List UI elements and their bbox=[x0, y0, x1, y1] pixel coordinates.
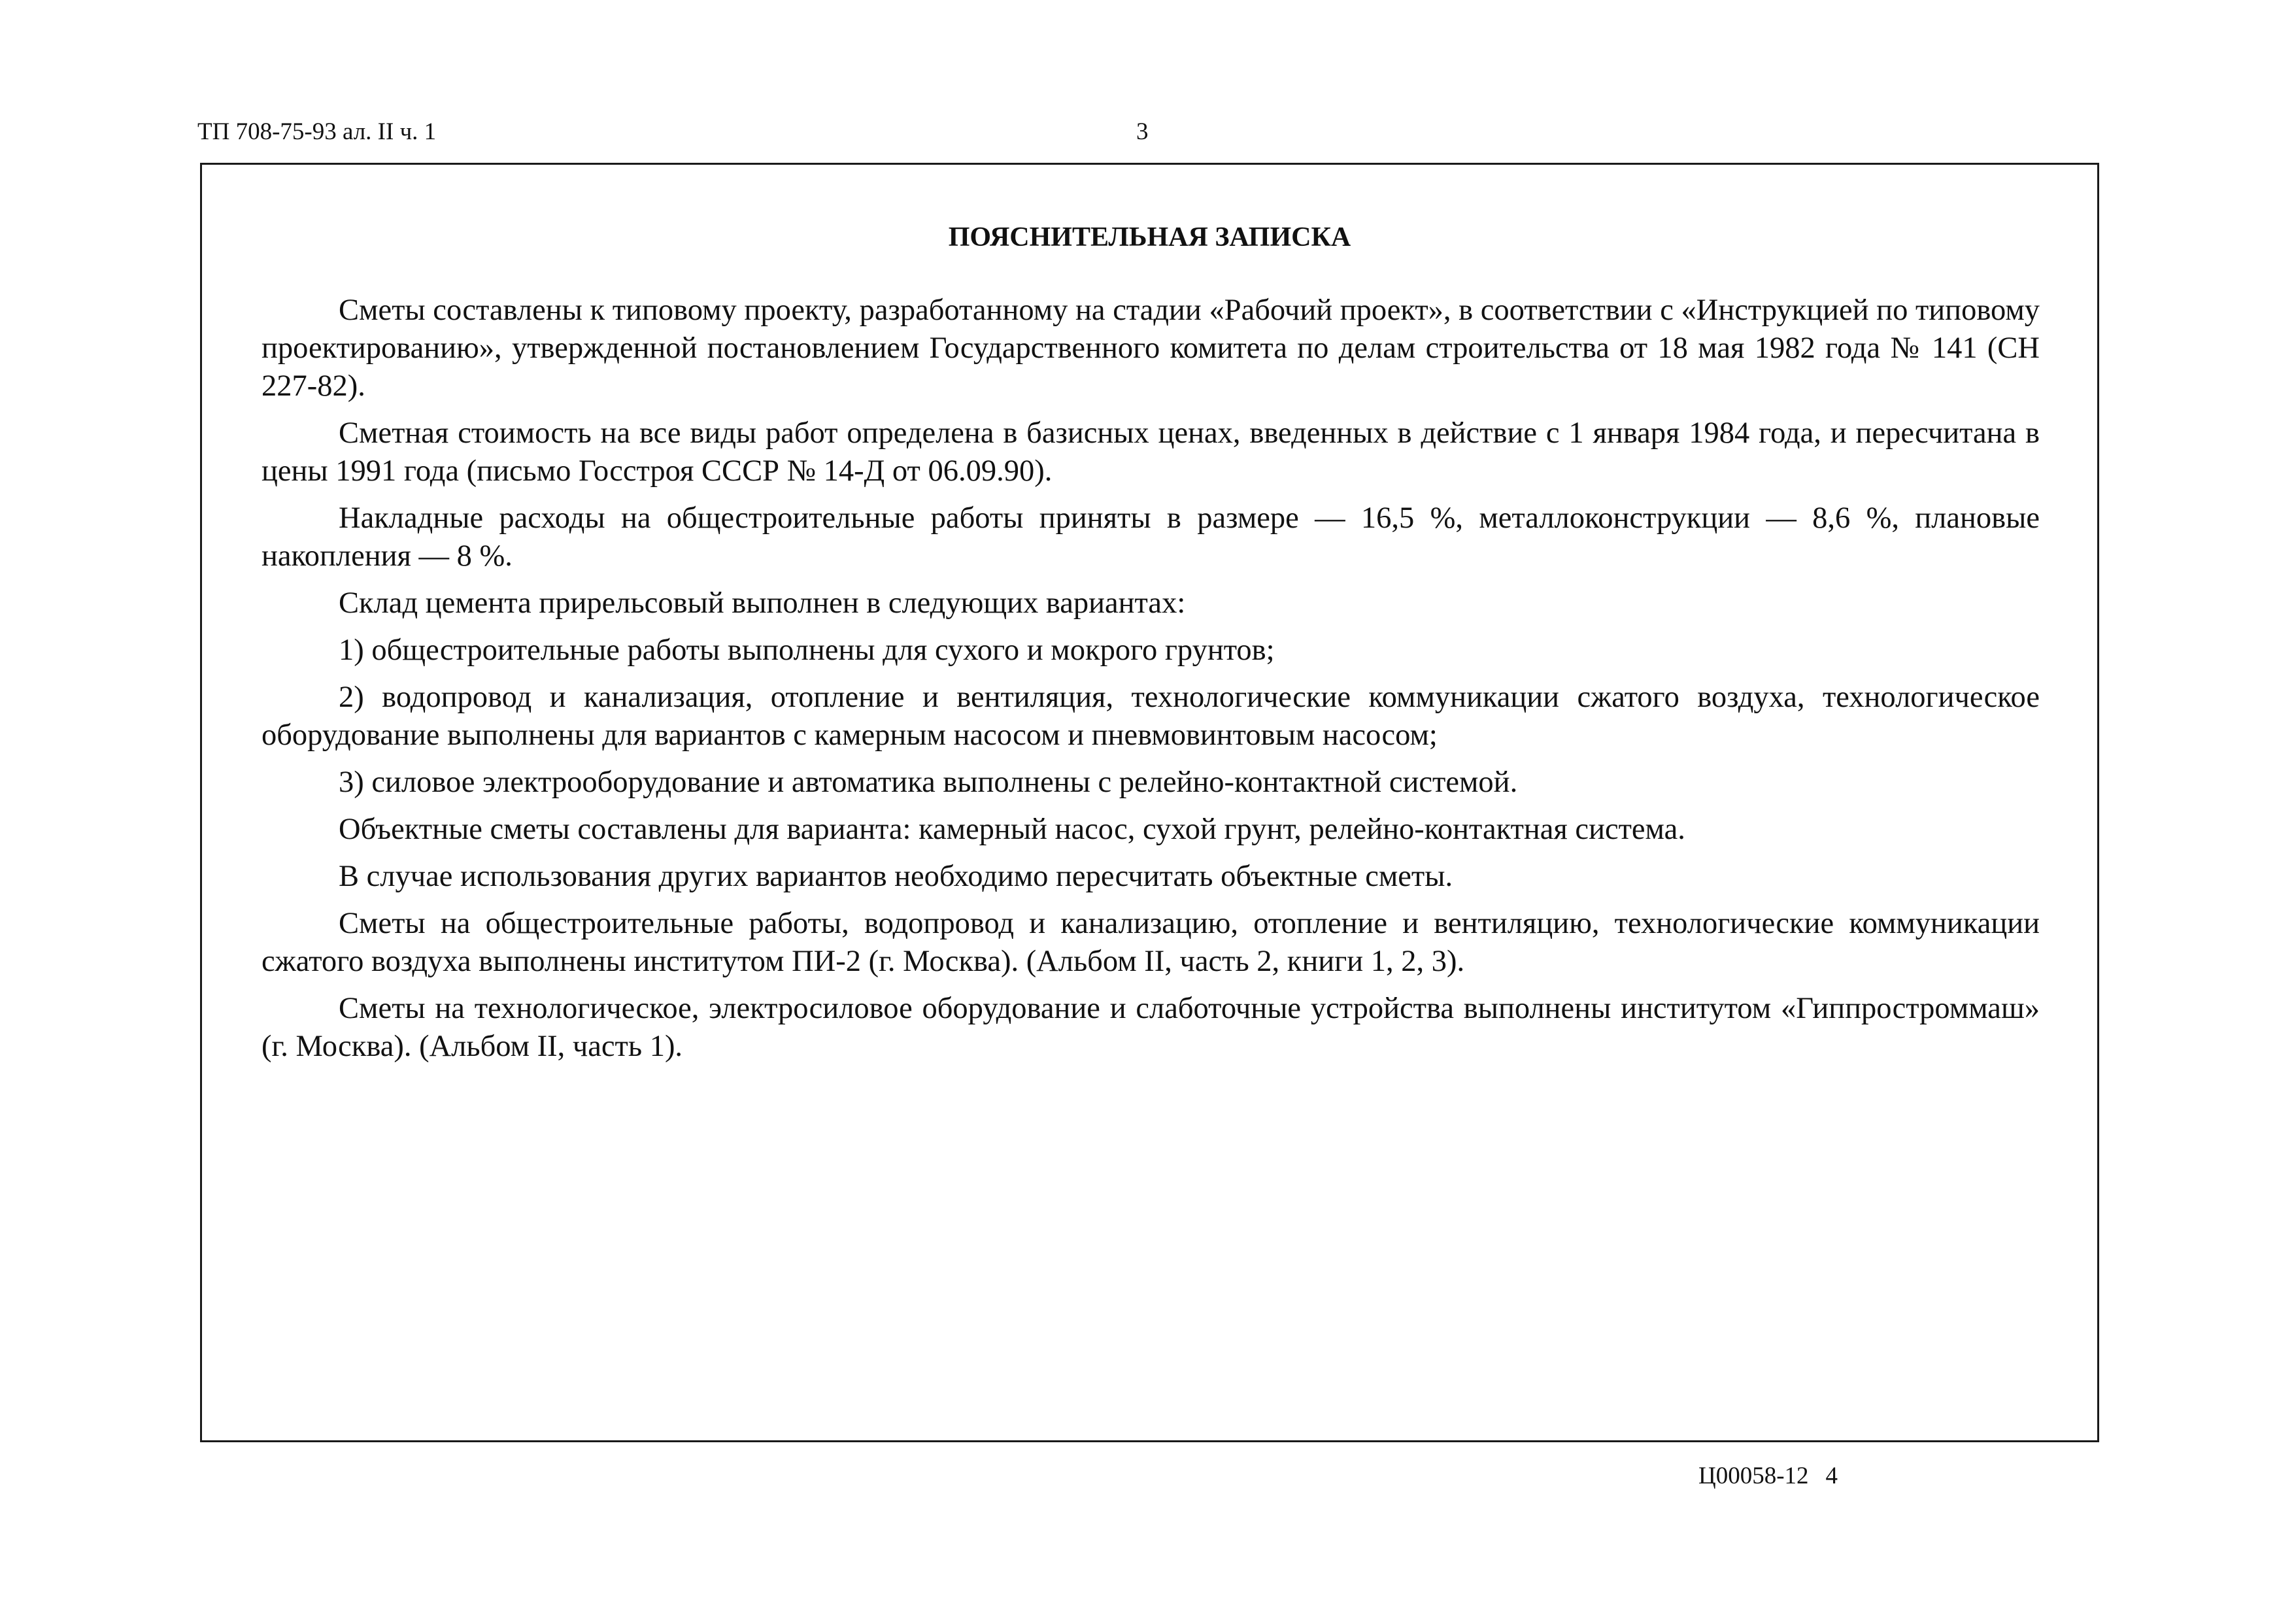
page-number: 3 bbox=[1136, 118, 1149, 145]
paragraph-9: В случае использования других вариантов необходимо пересчитать объектные сметы. bbox=[339, 860, 1453, 893]
stamp-code: Ц00058-12 bbox=[1698, 1463, 1809, 1489]
paragraph-7: 3) силовое электрооборудование и автоматика выполнены с релейно-контактной системой. bbox=[339, 766, 1518, 799]
paragraph-2: Сметная стоимость на все виды работ определена в базисных ценах, введенных в действие с 1 января 1984 года, и пересчитана в цены 1991 года (письмо Госстроя СССР № 14-Д от 06.09.90). bbox=[261, 416, 2040, 488]
paragraph-8: Объектные сметы составлены для варианта: камерный насос, сухой грунт, релейно-контактная система. bbox=[339, 813, 1685, 846]
sheet-number: 4 bbox=[1825, 1463, 1838, 1489]
page-footer bbox=[1698, 1462, 1838, 1491]
paragraph-11: Сметы на технологическое, электросиловое оборудование и слаботочные устройства выполнены институтом «Гиппростроммаш» (г. Москва). (Альбом II, часть 1). bbox=[261, 992, 2040, 1063]
paragraph-3: Накладные расходы на общестроительные работы приняты в размере — 16,5 %, металлоконструкции — 8,6 %, плановые накопления — 8 %. bbox=[261, 501, 2040, 573]
document-code: ТП 708-75-93 ал. II ч. 1 bbox=[197, 118, 437, 145]
paragraph-5: 1) общестроительные работы выполнены для сухого и мокрого грунтов; bbox=[339, 634, 1275, 667]
paragraph-4: Склад цемента прирельсовый выполнен в следующих вариантах: bbox=[339, 586, 1186, 620]
paragraph-1: Сметы составлены к типовому проекту, разработанному на стадии «Рабочий проект», в соответствии с «Инструкцией по типовому проектированию», утвержденной постановлением Государственного комитета по делам строительства от 18 мая 1982 года № 141 (СН 227-82). bbox=[261, 294, 2040, 403]
explanatory-note-body bbox=[261, 292, 2040, 1075]
paragraph-6: 2) водопровод и канализация, отопление и вентиляция, технологические коммуникации сжатого воздуха, технологическое оборудование выполнены для вариантов с камерным насосом и пневмовинтовым насосом; bbox=[261, 681, 2040, 752]
paragraph-10: Сметы на общестроительные работы, водопровод и канализацию, отопление и вентиляцию, технологические коммуникации сжатого воздуха выполнены институтом ПИ-2 (г. Москва). (Альбом II, часть 2, книги 1, 2, 3). bbox=[261, 907, 2040, 978]
page-title: ПОЯСНИТЕЛЬНАЯ ЗАПИСКА bbox=[948, 222, 1351, 252]
